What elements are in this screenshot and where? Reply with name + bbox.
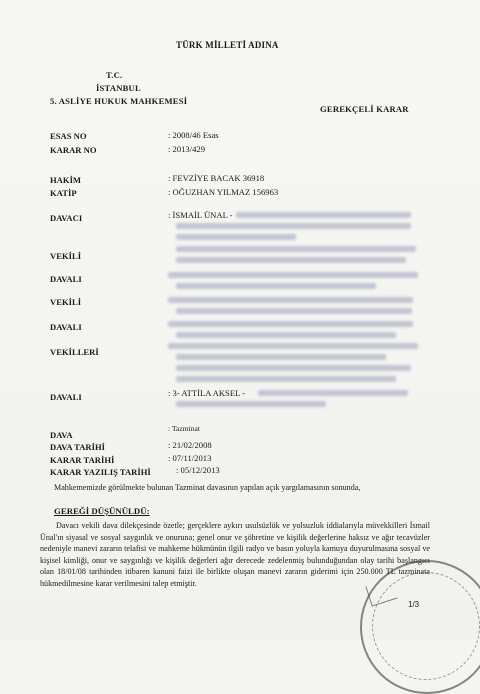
redacted-text: [176, 332, 396, 338]
redacted-text: [176, 308, 412, 314]
vekili-label: VEKİLİ: [50, 251, 82, 261]
redacted-text: [176, 246, 416, 252]
davali-label: DAVALI: [50, 322, 82, 332]
redacted-text: [176, 365, 411, 371]
esas-label: ESAS NO: [50, 131, 87, 141]
redacted-text: [176, 257, 406, 263]
redacted-text: [176, 223, 411, 229]
body-paragraph: Davacı vekili dava dilekçesinde özetle; gerçeklere aykırı usulsüzlük ve yolsuzluk iddialarıyla müvekkilleri İsmail Ünal'ın siyasal ve sosyal saygınlık ve onuruna; genel onur ve şöhretine ve kişilik değerlerine haksız ve ağır tecavüzler nedeniyle manevi zararın telafisi ve mahkeme hükmünün ilgili radyo ve basın yoluyla kamuya duyurulmasına sosyal ve kişisel kimliği, onur ve saygınlığı ve kişilik değerleri ağır derecede zedelenmiş bulunduğundan olay tarihi başlangıcı olan 18/01/08 tarihinden itibaren kanuni faizi ile birlikte oluşan manevi zararın giderimi için 250.000 TL tazminata hükmedilmesine karar verilmesini talep etmiştir.: [40, 521, 430, 588]
redacted-text: [236, 212, 411, 218]
redacted-text: [176, 234, 296, 240]
redacted-text: [258, 390, 408, 396]
redacted-text: [168, 343, 418, 349]
yazilis-tarihi-label: KARAR YAZILIŞ TARİHİ: [50, 467, 151, 477]
davali3-value: : 3- ATTİLA AKSEL -: [168, 388, 246, 398]
karar-label: KARAR NO: [50, 145, 97, 155]
karar-value: : 2013/429: [168, 144, 206, 154]
davali-label: DAVALI: [50, 274, 82, 284]
redacted-text: [168, 321, 413, 327]
court-name: 5. ASLİYE HUKUK MAHKEMESİ: [50, 96, 188, 106]
dava-tarihi-value: : 21/02/2008: [168, 440, 212, 450]
davaci-label: DAVACI: [50, 213, 83, 223]
page-number: 1/3: [408, 600, 420, 609]
dava-tarihi-label: DAVA TARİHİ: [50, 442, 106, 452]
redacted-text: [168, 297, 413, 303]
redacted-text: [176, 354, 386, 360]
hakim-label: HAKİM: [50, 175, 82, 185]
redacted-text: [176, 376, 396, 382]
redacted-text: [168, 272, 418, 278]
katip-value: : OĞUZHAN YILMAZ 156963: [168, 187, 279, 197]
davali-label: DAVALI: [50, 392, 82, 402]
dava-label: DAVA: [50, 430, 73, 440]
karar-tarihi-value: : 07/11/2013: [168, 453, 212, 463]
court-city: İSTANBUL: [96, 83, 141, 93]
karar-tarihi-label: KARAR TARİHİ: [50, 455, 115, 465]
davaci-value: : İSMAİL ÜNAL -: [168, 210, 233, 220]
document-type: GEREKÇELİ KARAR: [320, 104, 409, 114]
intro-paragraph: Mahkememizde görülmekte bulunan Tazminat davasının yapılan açık yargılamasının sonunda,: [54, 483, 361, 492]
katip-label: KATİP: [50, 188, 77, 198]
esas-value: : 2008/46 Esas: [168, 130, 219, 140]
vekilleri-label: VEKİLLERİ: [50, 347, 99, 357]
section-title: GEREĞİ DÜŞÜNÜLDÜ:: [54, 506, 150, 516]
document-heading: TÜRK MİLLETİ ADINA: [176, 40, 279, 50]
court-tc: T.C.: [106, 70, 123, 80]
redacted-text: [176, 401, 326, 407]
redacted-text: [176, 283, 376, 289]
vekili-label: VEKİLİ: [50, 297, 82, 307]
dava-value: : Tazminat: [168, 424, 201, 433]
hakim-value: : FEVZİYE BACAK 36918: [168, 173, 265, 183]
yazilis-tarihi-value: : 05/12/2013: [176, 465, 220, 475]
